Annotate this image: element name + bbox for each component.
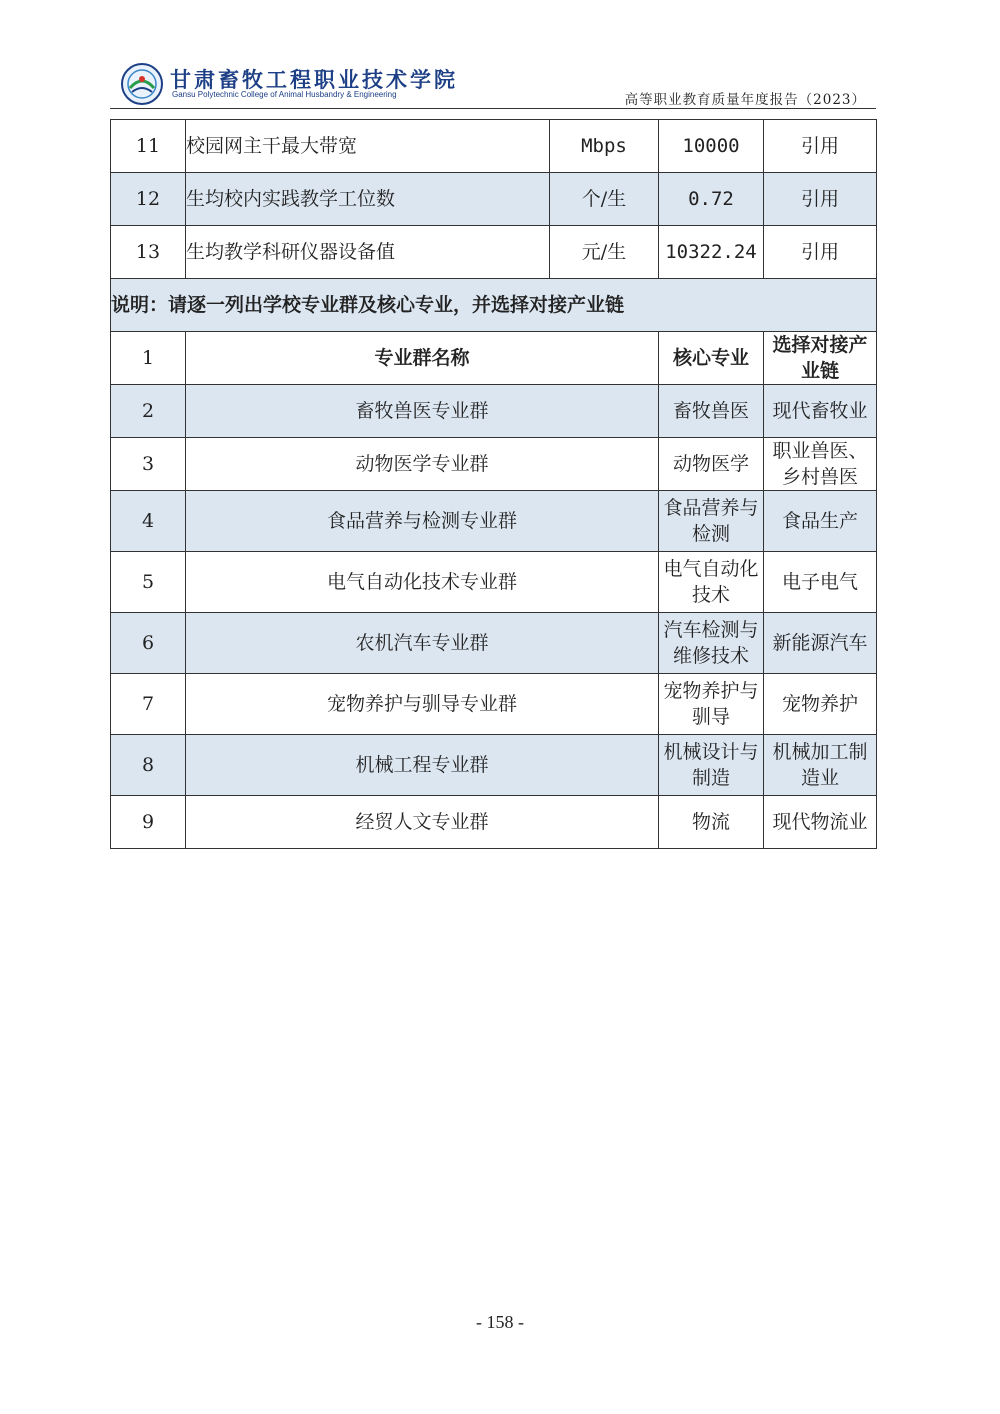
group-name: 经贸人文专业群 <box>186 796 659 849</box>
table-row <box>111 796 877 849</box>
industry-chain: 食品生产 <box>764 491 877 552</box>
indicator-unit: 元/生 <box>550 226 659 279</box>
core-major: 物流 <box>659 796 764 849</box>
core-major <box>659 674 764 735</box>
group-name: 食品营养与检测专业群 <box>186 491 659 552</box>
core-major-line1: 宠物养护与 <box>663 680 759 702</box>
row-number: 11 <box>111 120 186 173</box>
indicator-value: 10322.24 <box>659 226 764 279</box>
report-title: 高等职业教育质量年度报告（2023） <box>624 92 866 108</box>
core-major-line2: 维修技术 <box>672 645 749 667</box>
column-header-group: 专业群名称 <box>186 332 659 385</box>
industry-chain: 宠物养护 <box>764 674 877 735</box>
table-row <box>111 385 877 438</box>
core-major-line2: 技术 <box>691 584 730 606</box>
row-number: 6 <box>111 613 186 674</box>
row-number: 7 <box>111 674 186 735</box>
row-number: 3 <box>111 438 186 491</box>
core-major <box>659 491 764 552</box>
core-major <box>659 613 764 674</box>
indicator-unit: Mbps <box>550 120 659 173</box>
core-major: 畜牧兽医 <box>659 385 764 438</box>
note-row <box>111 279 877 332</box>
table-row <box>111 674 877 735</box>
core-major-line2: 制造 <box>691 767 730 789</box>
core-major-line1: 汽车检测与 <box>663 619 759 641</box>
row-number: 8 <box>111 735 186 796</box>
group-name: 畜牧兽医专业群 <box>186 385 659 438</box>
header-divider <box>110 108 876 109</box>
group-name: 动物医学专业群 <box>186 438 659 491</box>
indicator-source: 引用 <box>764 226 877 279</box>
core-major <box>659 735 764 796</box>
indicator-unit: 个/生 <box>550 173 659 226</box>
industry-chain: 机械加工制造业 <box>764 735 877 796</box>
data-table <box>110 119 877 849</box>
table-row <box>111 173 877 226</box>
group-header-row <box>111 332 877 385</box>
table-row <box>111 735 877 796</box>
indicator-name: 生均校内实践教学工位数 <box>186 173 550 226</box>
core-major-line1: 食品营养与 <box>663 497 759 519</box>
indicator-value: 10000 <box>659 120 764 173</box>
page-number: - 158 - <box>476 1312 524 1332</box>
row-number: 2 <box>111 385 186 438</box>
school-logo-icon <box>120 62 164 106</box>
core-major <box>659 552 764 613</box>
table-row <box>111 438 877 491</box>
column-header-core: 核心专业 <box>659 332 764 385</box>
table-row <box>111 552 877 613</box>
row-number: 9 <box>111 796 186 849</box>
industry-chain: 新能源汽车 <box>764 613 877 674</box>
table-row <box>111 226 877 279</box>
indicator-name: 校园网主干最大带宽 <box>186 120 550 173</box>
group-name: 机械工程专业群 <box>186 735 659 796</box>
table-row <box>111 491 877 552</box>
school-name-en: Gansu Polytechnic College of Animal Husbandry & Engineering <box>172 90 397 99</box>
column-header-chain: 选择对接产业链 <box>764 332 877 385</box>
page-header <box>110 58 876 110</box>
group-name: 农机汽车专业群 <box>186 613 659 674</box>
group-name: 电气自动化技术专业群 <box>186 552 659 613</box>
indicator-source: 引用 <box>764 120 877 173</box>
table-note: 说明：请逐一列出学校专业群及核心专业，并选择对接产业链 <box>111 279 877 332</box>
indicator-source: 引用 <box>764 173 877 226</box>
row-number: 1 <box>111 332 186 385</box>
indicator-value: 0.72 <box>659 173 764 226</box>
school-name-cn: 甘肃畜牧工程职业技术学院 <box>170 68 458 92</box>
core-major-line1: 电气自动化 <box>663 558 759 580</box>
row-number: 4 <box>111 491 186 552</box>
row-number: 5 <box>111 552 186 613</box>
core-major-line1: 机械设计与 <box>663 741 759 763</box>
group-name: 宠物养护与驯导专业群 <box>186 674 659 735</box>
row-number: 13 <box>111 226 186 279</box>
core-major-line2: 驯导 <box>691 706 730 728</box>
industry-chain: 电子电气 <box>764 552 877 613</box>
core-major: 动物医学 <box>659 438 764 491</box>
core-major-line2: 检测 <box>691 523 730 545</box>
industry-chain: 职业兽医、乡村兽医 <box>764 438 877 491</box>
table-row <box>111 613 877 674</box>
indicator-name: 生均教学科研仪器设备值 <box>186 226 550 279</box>
industry-chain: 现代物流业 <box>764 796 877 849</box>
row-number: 12 <box>111 173 186 226</box>
table-row <box>111 120 877 173</box>
industry-chain: 现代畜牧业 <box>764 385 877 438</box>
